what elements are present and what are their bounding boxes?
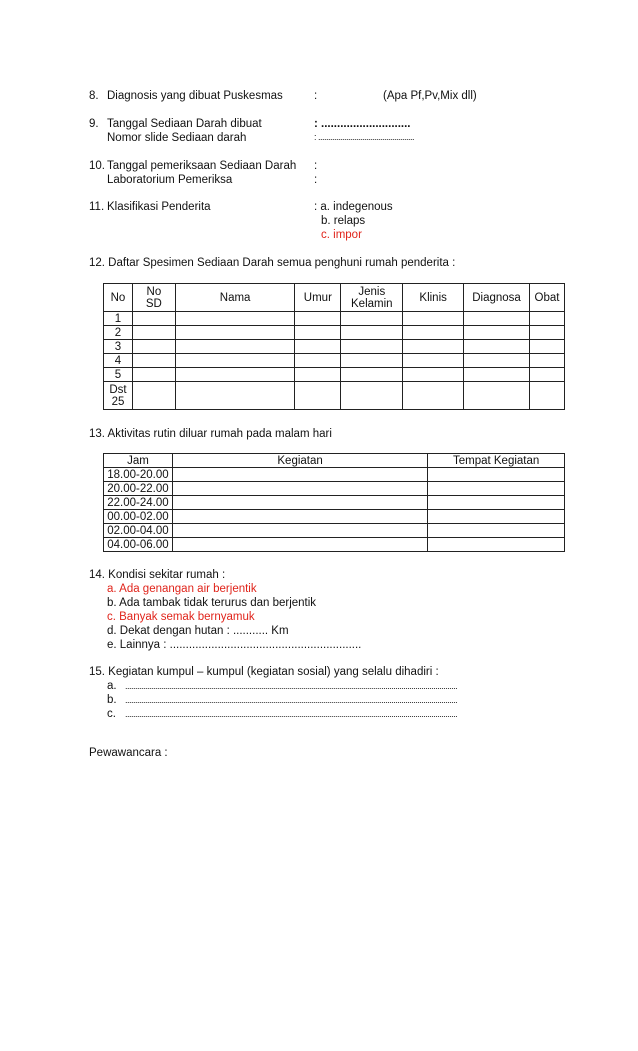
time-slot: 22.00-24.00 bbox=[104, 496, 173, 510]
item-14-option-c[interactable]: c. Banyak semak bernyamuk bbox=[107, 611, 255, 623]
item-10-label-2: Laboratorium Pemeriksa bbox=[107, 174, 233, 186]
cell-klinis[interactable] bbox=[403, 340, 464, 354]
cell-diagnosa[interactable] bbox=[464, 368, 530, 382]
cell-no-sd[interactable] bbox=[132, 368, 175, 382]
item-14-option-e[interactable]: e. Lainnya : ............................................................ bbox=[107, 639, 362, 651]
time-slot: 04.00-06.00 bbox=[104, 538, 173, 552]
cell-jenis-kelamin[interactable] bbox=[341, 354, 403, 368]
cell-kegiatan[interactable] bbox=[172, 468, 427, 482]
pewawancara-label: Pewawancara : bbox=[89, 747, 168, 759]
cell-no-sd[interactable] bbox=[132, 382, 175, 410]
item-9-label-2: Nomor slide Sediaan darah bbox=[107, 132, 247, 144]
cell-no-sd[interactable] bbox=[132, 312, 175, 326]
cell-klinis[interactable] bbox=[403, 382, 464, 410]
item-14-option-d[interactable]: d. Dekat dengan hutan : ........... Km bbox=[107, 625, 289, 637]
item-9-field-1[interactable]: : ............................ bbox=[314, 118, 411, 130]
cell-tempat[interactable] bbox=[428, 468, 565, 482]
row-number: 2 bbox=[104, 326, 133, 340]
specimen-table-header bbox=[104, 284, 565, 312]
cell-klinis[interactable] bbox=[403, 312, 464, 326]
row-number: Dst 25 bbox=[104, 382, 133, 410]
cell-obat[interactable] bbox=[530, 326, 565, 340]
cell-kegiatan[interactable] bbox=[172, 482, 427, 496]
table-row bbox=[104, 510, 565, 524]
table-row bbox=[104, 354, 565, 368]
cell-kegiatan[interactable] bbox=[172, 538, 427, 552]
table-row bbox=[104, 368, 565, 382]
row-number: 4 bbox=[104, 354, 133, 368]
cell-kegiatan[interactable] bbox=[172, 510, 427, 524]
cell-kegiatan[interactable] bbox=[172, 496, 427, 510]
table-row bbox=[104, 340, 565, 354]
item-15-line-a[interactable]: a. ...................................................................................................................................................................... bbox=[107, 680, 458, 692]
table-row bbox=[104, 468, 565, 482]
item-10-field-2[interactable]: : bbox=[314, 174, 318, 186]
cell-nama[interactable] bbox=[175, 312, 295, 326]
specimen-table bbox=[103, 283, 565, 410]
cell-diagnosa[interactable] bbox=[464, 326, 530, 340]
header-diagnosa: Diagnosa bbox=[464, 284, 530, 312]
item-8-colon: : bbox=[314, 90, 318, 102]
table-row bbox=[104, 524, 565, 538]
item-10-label-1: 10. Tanggal pemeriksaan Sediaan Darah bbox=[89, 160, 297, 172]
header-klinis: Klinis bbox=[403, 284, 464, 312]
cell-umur[interactable] bbox=[295, 368, 341, 382]
cell-obat[interactable] bbox=[530, 312, 565, 326]
item-15-line-b[interactable]: b. ...................................................................................................................................................................... bbox=[107, 694, 458, 706]
cell-nama[interactable] bbox=[175, 354, 295, 368]
cell-no-sd[interactable] bbox=[132, 340, 175, 354]
header-nama: Nama bbox=[175, 284, 295, 312]
time-slot: 18.00-20.00 bbox=[104, 468, 173, 482]
cell-klinis[interactable] bbox=[403, 326, 464, 340]
table-row bbox=[104, 312, 565, 326]
cell-jenis-kelamin[interactable] bbox=[341, 312, 403, 326]
table-row bbox=[104, 496, 565, 510]
cell-kegiatan[interactable] bbox=[172, 524, 427, 538]
cell-no-sd[interactable] bbox=[132, 326, 175, 340]
cell-obat[interactable] bbox=[530, 354, 565, 368]
activity-table bbox=[103, 453, 565, 552]
table-row bbox=[104, 382, 565, 410]
activity-table-header bbox=[104, 454, 565, 468]
item-13-title: 13. Aktivitas rutin diluar rumah pada malam hari bbox=[89, 428, 332, 440]
cell-nama[interactable] bbox=[175, 368, 295, 382]
item-14-title: 14. Kondisi sekitar rumah : bbox=[89, 569, 226, 581]
time-slot: 20.00-22.00 bbox=[104, 482, 173, 496]
time-slot: 00.00-02.00 bbox=[104, 510, 173, 524]
cell-jenis-kelamin[interactable] bbox=[341, 340, 403, 354]
cell-umur[interactable] bbox=[295, 340, 341, 354]
cell-tempat[interactable] bbox=[428, 524, 565, 538]
item-9-label-1: 9. Tanggal Sediaan Darah dibuat bbox=[89, 118, 262, 130]
cell-obat[interactable] bbox=[530, 340, 565, 354]
cell-obat[interactable] bbox=[530, 368, 565, 382]
item-11-option-b[interactable]: b. relaps bbox=[321, 215, 366, 227]
header-tempat-kegiatan: Tempat Kegiatan bbox=[428, 454, 565, 468]
cell-jenis-kelamin[interactable] bbox=[341, 382, 403, 410]
cell-jenis-kelamin[interactable] bbox=[341, 368, 403, 382]
cell-umur[interactable] bbox=[295, 312, 341, 326]
cell-umur[interactable] bbox=[295, 382, 341, 410]
table-row bbox=[104, 326, 565, 340]
item-14-option-a[interactable]: a. Ada genangan air berjentik bbox=[107, 583, 257, 595]
header-no: No bbox=[104, 284, 133, 312]
table-row bbox=[104, 538, 565, 552]
item-12-title: 12. Daftar Spesimen Sediaan Darah semua penghuni rumah penderita : bbox=[89, 257, 456, 269]
item-11-option-a[interactable]: : a. indegenous bbox=[314, 201, 393, 213]
cell-tempat[interactable] bbox=[428, 538, 565, 552]
cell-umur[interactable] bbox=[295, 354, 341, 368]
row-number: 3 bbox=[104, 340, 133, 354]
header-umur: Umur bbox=[295, 284, 341, 312]
cell-nama[interactable] bbox=[175, 340, 295, 354]
cell-obat[interactable] bbox=[530, 382, 565, 410]
item-15-title: 15. Kegiatan kumpul – kumpul (kegiatan sosial) yang selalu dihadiri : bbox=[89, 666, 439, 678]
item-8-value: (Apa Pf,Pv,Mix dll) bbox=[383, 90, 477, 102]
header-kegiatan: Kegiatan bbox=[172, 454, 427, 468]
cell-jenis-kelamin[interactable] bbox=[341, 326, 403, 340]
cell-diagnosa[interactable] bbox=[464, 354, 530, 368]
item-8-label: 8. Diagnosis yang dibuat Puskesmas bbox=[89, 90, 283, 102]
cell-klinis[interactable] bbox=[403, 368, 464, 382]
item-10-field-1[interactable]: : bbox=[314, 160, 318, 172]
row-number: 5 bbox=[104, 368, 133, 382]
table-row bbox=[104, 482, 565, 496]
cell-tempat[interactable] bbox=[428, 482, 565, 496]
item-15-line-c[interactable]: c. ...................................................................................................................................................................... bbox=[107, 708, 458, 720]
cell-tempat[interactable] bbox=[428, 510, 565, 524]
item-9-field-2[interactable]: : ................................................ bbox=[314, 132, 415, 142]
header-jam: Jam bbox=[104, 454, 173, 468]
cell-no-sd[interactable] bbox=[132, 354, 175, 368]
cell-diagnosa[interactable] bbox=[464, 382, 530, 410]
header-no-sd: No SD bbox=[132, 284, 175, 312]
cell-klinis[interactable] bbox=[403, 354, 464, 368]
header-jenis-kelamin: Jenis Kelamin bbox=[341, 284, 403, 312]
cell-nama[interactable] bbox=[175, 326, 295, 340]
cell-nama[interactable] bbox=[175, 382, 295, 410]
cell-diagnosa[interactable] bbox=[464, 340, 530, 354]
time-slot: 02.00-04.00 bbox=[104, 524, 173, 538]
item-11-option-c[interactable]: c. impor bbox=[321, 229, 362, 241]
cell-diagnosa[interactable] bbox=[464, 312, 530, 326]
item-14-option-b[interactable]: b. Ada tambak tidak terurus dan berjentik bbox=[107, 597, 317, 609]
row-number: 1 bbox=[104, 312, 133, 326]
header-obat: Obat bbox=[530, 284, 565, 312]
cell-tempat[interactable] bbox=[428, 496, 565, 510]
cell-umur[interactable] bbox=[295, 326, 341, 340]
item-11-label: 11. Klasifikasi Penderita bbox=[89, 201, 211, 213]
